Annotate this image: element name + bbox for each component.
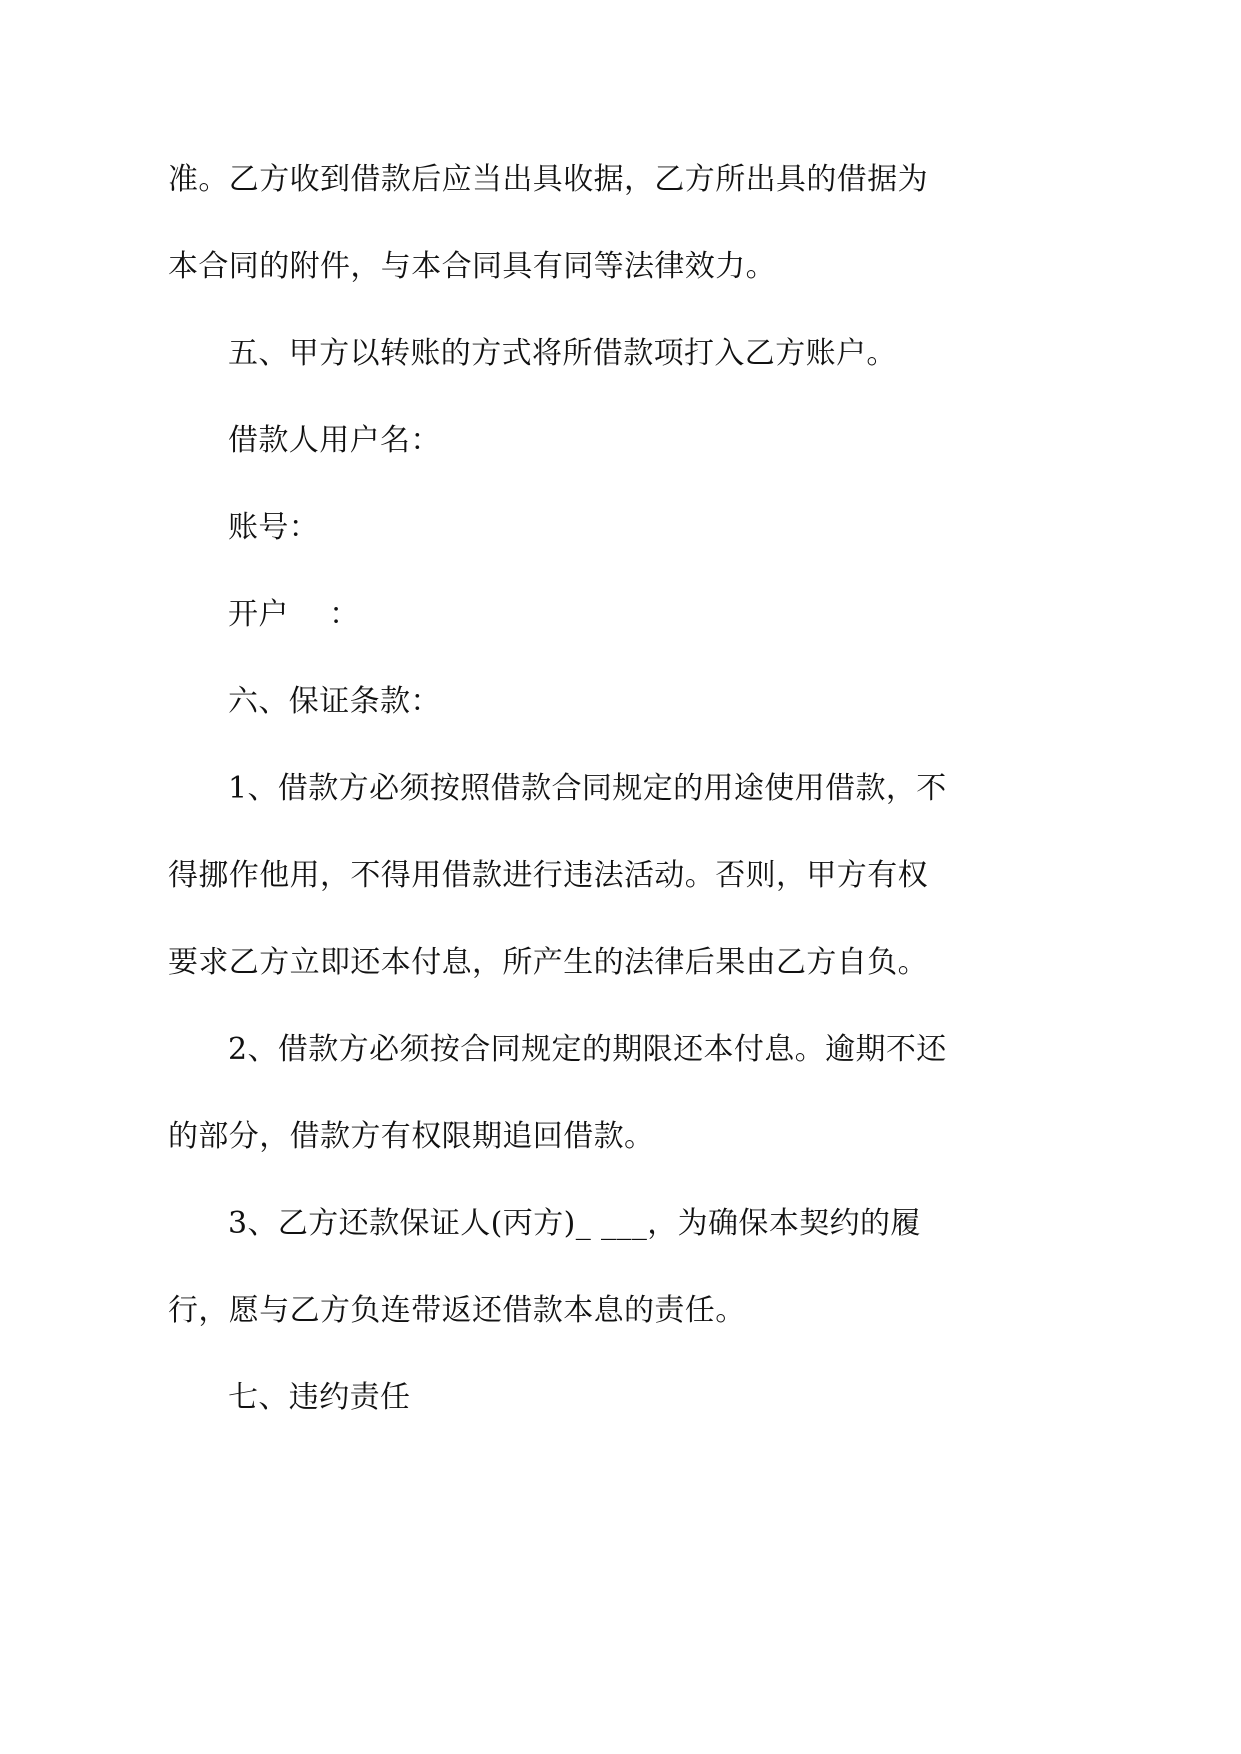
clause-1-line: 得挪作他用，不得用借款进行违法活动。否则，甲方有权 bbox=[168, 858, 928, 893]
clause-3-line: 行，愿与乙方负连带返还借款本息的责任。 bbox=[168, 1293, 746, 1328]
document-page bbox=[168, 150, 968, 1455]
borrower-username-line: 借款人用户名： bbox=[228, 423, 441, 458]
section-heading-seven: 七、违约责任 bbox=[228, 1380, 411, 1415]
text-line: 本合同的附件，与本合同具有同等法律效力。 bbox=[168, 249, 776, 284]
clause-2-line: 的部分，借款方有权限期追回借款。 bbox=[168, 1119, 655, 1154]
clause-1-line: 1、借款方必须按照借款合同规定的用途使用借款，不 bbox=[228, 771, 947, 806]
account-number-line: 账号： bbox=[228, 510, 320, 545]
bank-opening-line: 开户 ： bbox=[228, 597, 360, 632]
text-line: 准。乙方收到借款后应当出具收据，乙方所出具的借据为 bbox=[168, 162, 928, 197]
clause-1-line: 要求乙方立即还本付息，所产生的法律后果由乙方自负。 bbox=[168, 945, 928, 980]
section-heading-five: 五、甲方以转账的方式将所借款项打入乙方账户。 bbox=[228, 336, 897, 371]
clause-3-line: 3、乙方还款保证人(丙方)_ ___，为确保本契约的履 bbox=[228, 1206, 921, 1241]
clause-2-line: 2、借款方必须按合同规定的期限还本付息。逾期不还 bbox=[228, 1032, 947, 1067]
section-heading-six: 六、保证条款： bbox=[228, 684, 441, 719]
